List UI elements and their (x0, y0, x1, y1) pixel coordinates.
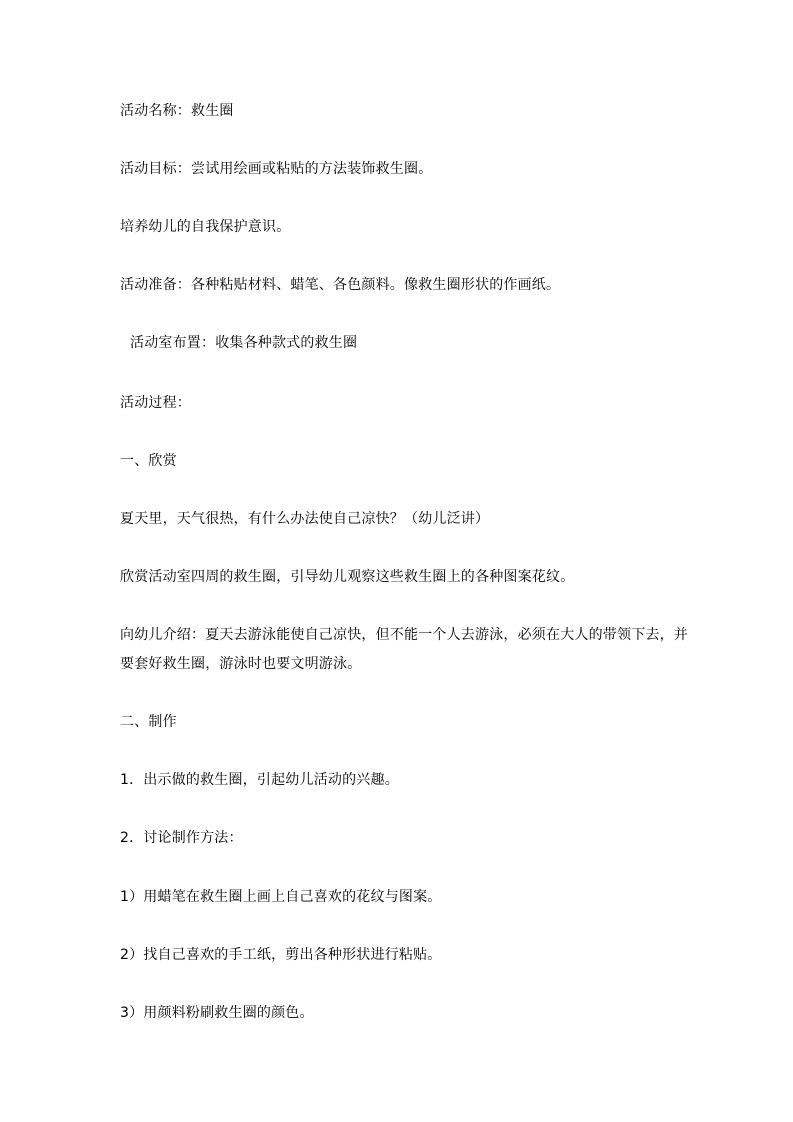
activity-preparation: 活动准备：各种粘贴材料、蜡笔、各色颜料。像救生圈形状的作画纸。 (120, 277, 561, 293)
introduce-paragraph-line-1: 向幼儿介绍：夏天去游泳能使自己凉快，但不能一个人去游泳，必须在大人的带领下去，并 (120, 627, 688, 643)
section-appreciate-heading: 一、欣赏 (120, 453, 177, 469)
room-arrangement: 活动室布置：收集各种款式的救生圈 (130, 335, 358, 351)
section-make-heading: 二、制作 (120, 714, 177, 730)
appreciate-question: 夏天里，天气很热，有什么办法使自己凉快？（幼儿泛讲） (120, 511, 490, 527)
introduce-paragraph-line-2: 要套好救生圈，游泳时也要文明游泳。 (120, 656, 362, 672)
method-3: 3）用颜料粉刷救生圈的颜色。 (120, 1005, 314, 1021)
activity-goal: 活动目标：尝试用绘画或粘贴的方法装饰救生圈。 (120, 161, 433, 177)
method-1: 1）用蜡笔在救生圈上画上自己喜欢的花纹与图案。 (120, 889, 442, 905)
activity-goal-continued: 培养幼儿的自我保护意识。 (120, 219, 291, 235)
process-heading: 活动过程： (120, 395, 191, 411)
method-2: 2）找自己喜欢的手工纸，剪出各种形状进行粘贴。 (120, 947, 442, 963)
step-1: 1．出示做的救生圈，引起幼儿活动的兴趣。 (120, 772, 399, 788)
step-2: 2．讨论制作方法： (120, 830, 243, 846)
activity-name: 活动名称：救生圈 (120, 103, 234, 119)
appreciate-observe: 欣赏活动室四周的救生圈，引导幼儿观察这些救生圈上的各种图案花纹。 (120, 569, 575, 585)
